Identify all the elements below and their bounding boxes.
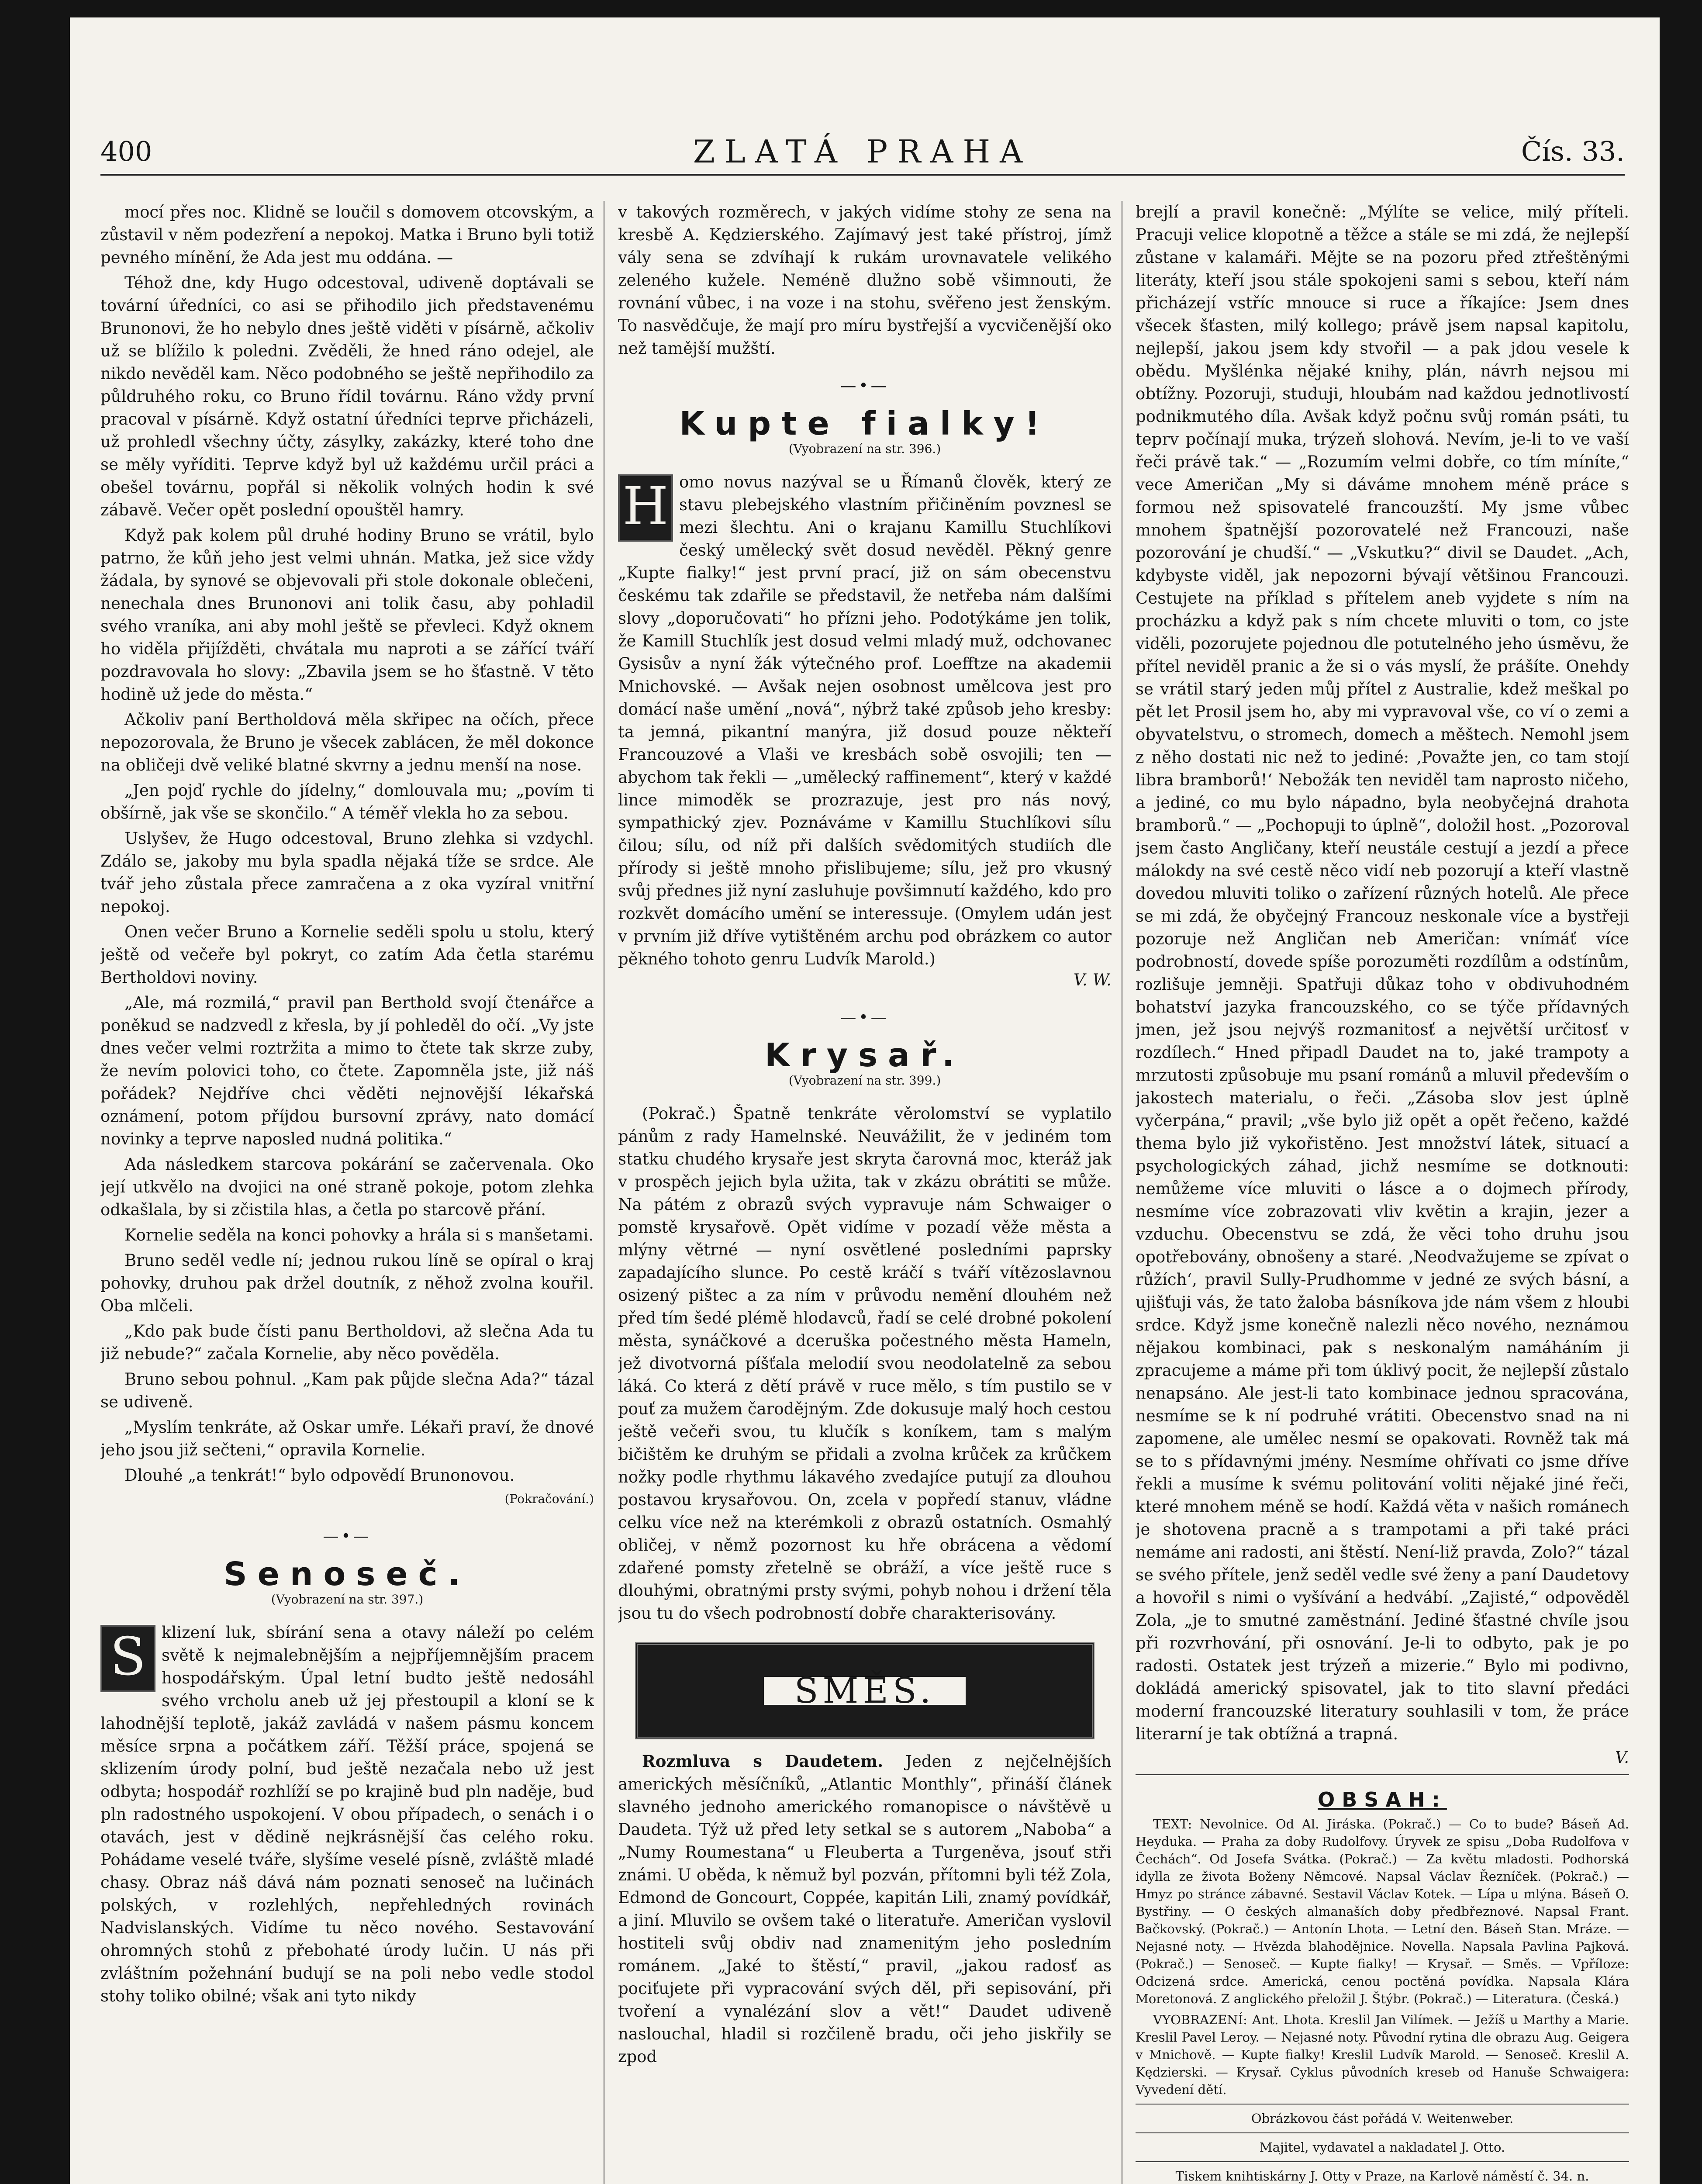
- rozmluva-lead: Rozmluva s Daudetem.: [642, 1752, 884, 1771]
- article-title-krysar: Krysař.: [764, 1037, 965, 1074]
- rozmluva-continued: brejlí a pravil konečně: „Mýlíte se velice, milý příteli. Pracuji velice klopotně a těžce a stále se mi zdá, že nejlepší zůstane v kalamáři. Mějte se na pozoru před ztřeštěnými literáty, kteří jsou stále spokojeni sami s sebou, kteří nám přicházejí vstříc mnouce si ruce a říkajíce: Jsem dnes všecek šťasten, milý kollego; právě jsem napsal kapitolu, nejlepší, jakou jsem kdy stvořil — a pak jdou vesele k obědu. Myšlénka nějaké knihy, plán, návrh nejsou mi obtížny. Pozoruji, studuji, hloubám nad každou jednotlivostí podnikmutého díla. Avšak když počnu svůj román psáti, tu teprv počínají muka, trýzeň slohová. Nevím, je-li to ve vaší řeči právě tak.“ — „Rozumím velmi dobře, co tím míníte,“ vece Američan „My si dáváme mnohem méně práce s formou než spisovatelé francouzští. My jsme vůbec mnohem špatnější pozorovatelé než Francouzi, naše pozorování je chudší.“ — „Vskutku?“ divil se Daudet. „Ach, kdybyste viděl, jak nepozorni bývají většinou Francouzi. Cestujete na příklad s přítelem aneb vyjdete s ním na procházku a když pak s ním chcete mluviti o tom, co jste viděli, pozorujete pojednou dle potutelného jeho úsměvu, že přítel neviděl pranic a že si o vás myslí, že prášíte. Onehdy se vrátil starý jeden můj přítel z Australie, kdež meškal po pět let Prosil jsem ho, aby mi vypravoval vše, co ví o zemi a obyvatelstvu, o stromech, domech a měštech. Nemohl jsem z něho dostati nic než to jediné: ‚Považte jen, co tam stojí libra bramborů!‘ Nebožák ten neviděl tam naprosto ničeho, a jediné, co mu bylo nápadno, byla neobyčejná drahota bramborů.“ — „Pochopuji to úplně“, doložil host. „Pozoroval jsem často Angličany, kteří neustále cestují a jezdí a přece málokdy na své cestě něco vidí neb pozorují a kteří vlastně dovedou mluviti toliko o zařízení různých hotelů. Ale přece se mi zdá, že obyčejný Francouz neskonale více a bystřeji pozoruje než Angličan neb Američan: vnímáť více podrobností, dovede spíše porozuměti rozdílům a odstínům, rozlišuje jemněji. Spatřuji důkaz toho v obdivuhodném bohatství jazyka francouzského, co se týče přídavných jmen, jež jsou nejvýš rozmanitosť a největší určitosť v rozdílech.“ Hned připadl Daudet na to, jaké trampoty a mrzutosti způsobuje mu psaní románů a mluvil především o jakostech materialu, o řeči. „Zásoba slov jest úplně vyčerpána,“ pravil; „vše bylo již opět a opět řečeno, každé thema bylo již vykořistěno. Jest množství látek, situací a psychologických záhad, jichž nesmíme se dotknouti: nemůžeme více mluviti o lásce a o dojmech přírody, nesmíme více zobrazovati vliv květin a krajin, jezer a vzduchu. Obecenstvu se zdá, že věci toho druhu jsou opotřebovány, obnošeny a staré. ‚Neodvažujeme se zpívat o růžích‘, pravil Sully-Prudhomme v jedné ze svých básní, a ujišťuji vás, že tato žaloba básníkova jde nám všem z hloubi srdce. Když jsme konečně nalezli něco nového, neznámou nějakou kombinaci, pak s neskonalým namáháním ji zpracujeme a máme při tom úklivý pocit, že nejlepší zůstalo nenapsáno. Ale jest-li tato kombinace jednou spracována, nesmíme se k ní podruhé vrátiti. Obecenstvo snad na ni zapomene, ale umělec nesmí se opakovati. Rovněž tak má se to s přídavnými jmény. Nesmíme ohřívati co jsme dříve řekli a musíme k svému politování voliti nějaké jiné řeči, které mnohem méně se hodí. Každá věta v našich románech je shotovena pracně a s trampotami a při také práci nemáme ani radosti, ani štěstí. Není-liž pravda, Zolo?“ tázal se svého přítele, jenž seděl vedle své ženy a paní Daudetovy a hovořil s nimi o vyšívání a hedvábí. „Zajisté,“ odpověděl Zola, „je to smutné zaměstnání. Jediné šťastné chvíle jsou při rozvrhování, při osnování. Je-li to odbyto, pak je po radosti. Ostatek jest trýzeň a mizerie.“ Bylo mi podivno, dokládá americký spisovatel, jak to tito slavní předáci moderní francouzské literatury souhlasili v tom, že práce literarní je tak obtížná a trapná.: [1136, 203, 1629, 1743]
- paragraph: „Jen pojď rychle do jídelny,“ domlouvala mu; „povím ti obšírně, jak vše se skončilo.“ A téměř vlekla ho za sebou.: [100, 781, 594, 822]
- paragraph: Kornelie seděla na konci pohovky a hrála si s manšetami.: [124, 1226, 594, 1244]
- paragraph: v takových rozměrech, v jakých vidíme stohy ze sena na kresbě A. Kędzierského. Zajímavý jest také přístroj, jímž vály sena se zdvíhají k rukám urovnavatele velikého zeleného kužele. Neméně dlužno sobě všimnouti, že rovnání vůbec, i na voze i na stohu, svěřeno jest ženským. To nasvědčuje, že mají pro míru bystřejší a vycvičenější oko než tamější mužští.: [618, 203, 1112, 358]
- masthead-title: ZLATÁ PRAHA: [693, 133, 1032, 170]
- editor-line: Obrázkovou část pořádá V. Weitenweber.: [1251, 2111, 1514, 2126]
- drop-cap-initial: H: [618, 474, 673, 542]
- paragraph: Onen večer Bruno a Kornelie seděli spolu u stolu, který ještě od večeře byl pokryt, co zatím Ada četla starému Bertholdovi noviny.: [100, 923, 594, 987]
- paragraph: „Myslím tenkráte, až Oskar umře. Lékaři praví, že dnové jeho jsou již sečteni,“ opravila Kornelie.: [100, 1418, 594, 1459]
- paragraph: Bruno sebou pohnul. „Kam pak půjde slečna Ada?“ tázal se udiveně.: [100, 1370, 594, 1411]
- column-3: [1136, 201, 1629, 2184]
- paragraph: Ada následkem starcova pokárání se začervenala. Oko její utkvělo na dvojici na oné straně pokoje, potom zlehka odkašlala, by si zčistila hlas, a četla po starcově přání.: [100, 1155, 594, 1219]
- table-of-contents: [1136, 1815, 1629, 2184]
- story-nevolnice: [100, 201, 594, 1510]
- paragraph: mocí přes noc. Klidně se loučil s domovem otcovským, a zůstavil v něm podezření a nepokoj. Matka i Bruno byli totiž pevného mínění, že Ada jest mu oddána. —: [100, 203, 594, 267]
- paragraph: Téhož dne, kdy Hugo odcestoval, udiveně doptávali se tovární úředníci, co asi se přihodilo jich představenému Brunonovi, že ho nebylo dnes ještě viděti v písárně, ačkoliv už se blížilo k poledni. Zvěděli, že hned ráno odejel, ale nikdo nevěděl kam. Něco podobného se ještě nepřihodilo za půldruhého roku, co Bruno řídil továrnu. Ráno vždy první pracoval v písárně. Když ostatní úředníci teprve přicházeli, už prohledl všechny účty, zásylky, zakázky, které toho dne se měly vyříditi. Teprve když byl už každému určil práci a obešel továrnu, popřál si několik volných hodin k své zábavě. Večer opět poslední opouštěl hamry.: [100, 273, 594, 519]
- section-ornament: —•—: [840, 1009, 889, 1026]
- section-ornament: —•—: [840, 377, 889, 395]
- article-kupte-fialky: [618, 471, 1112, 992]
- illustration-reference: (Vyobrazení na str. 396.): [788, 442, 941, 456]
- paragraph: „Ale, má rozmilá,“ pravil pan Berthold svojí čtenářce a poněkud se nadzvedl z křesla, by jí pohleděl do očí. „Vy jste dnes večer velmi roztržita a mimo to čtete tak skrze zuby, že nevím polovici toho, co čtete. Zapomněla jste, již náš pořádek? Nejdříve chci věděti nejnovější lékařská oznámení, potom příjdou bursovní zprávy, nato domácí novinky a teprve naposled nudná politika.“: [100, 993, 594, 1148]
- header-rule: [100, 174, 1625, 176]
- smes-title: SMĚS.: [764, 1677, 966, 1705]
- paragraph: Bruno seděl vedle ní; jednou rukou líně se opíral o kraj pohovky, druhou pak držel doutník, z něhož zvolna kouřil. Oba mlčeli.: [100, 1251, 594, 1315]
- publisher-line: Majitel, vydavatel a nakladatel J. Otto.: [1259, 2140, 1505, 2155]
- section-ornament: —•—: [323, 1527, 372, 1545]
- paragraph: Uslyšev, že Hugo odcestoval, Bruno zlehka si vzdychl. Zdálo se, jakoby mu byla spadla nějaká tíže se srdce. Ale tvář jeho zůstala přece zamračena a z oka vyzíral vnitřní nepokoj.: [100, 829, 594, 916]
- rule: [1136, 2132, 1629, 2133]
- column-2: [618, 201, 1112, 2184]
- article-title-kupte-fialky: Kupte fialky!: [679, 405, 1050, 442]
- rozmluva-paragraph: [618, 1750, 1112, 2068]
- continued-note: (Pokračování.): [504, 1492, 594, 1506]
- rule: [1136, 2104, 1629, 2105]
- drop-cap-initial: S: [100, 1625, 155, 1692]
- smes-banner: [635, 1642, 1094, 1739]
- newspaper-page: [70, 17, 1660, 2184]
- toc-text: TEXT: Nevolnice. Od Al. Jiráska. (Pokrač.) — Co to bude? Báseň Ad. Heyduka. — Praha za doby Rudolfovy. Úryvek ze spisu „Doba Rudolfova v Čechách“. Od Josefa Svátka. (Pokrač.) — Za květu mladosti. Podhorská idylla ze života Boženy Němcové. Napsal Václav Řezníček. (Pokrač.) — Hmyz po stránce zábavné. Sestavil Václav Kotek. — Lípa u mlýna. Báseň O. Bystřiny. — O českých almanaších doby předbřeznové. Napsal Frant. Bačkovský. (Pokrač.) — Antonín Lhota. — Letní den. Báseň Stan. Mráze. — Nejasné noty. — Hvězda blahodějnice. Novella. Napsala Pavlina Pajková. (Pokrač.) — Senoseč. — Kupte fialky! — Krysař. — Směs. — Vpříloze: Odcizená srdce. Americká, cenou poctěná povídka. Napsala Klára Moretonová. Z anglického přeložil J. Štýbr. (Pokrač.) — Literatura. (Česká.): [1136, 1817, 1629, 2006]
- paragraph: Když pak kolem půl druhé hodiny Bruno se vrátil, bylo patrno, že kůň jeho jest velmi uhnán. Matka, jež sice vždy žádala, by synové se objevovali při stole dokonale oblečeni, nenechala dnes Brunonovi ani tolik času, aby pohladil svého vraníka, ani aby mohl ještě se převleci. Když oknem ho viděla přijížděti, chvátala mu naproti a se zářící tváří pozdravovala ho slovy: „Zbavila jsem se ho šťastně. V těto hodině už jede do města.“: [100, 526, 594, 704]
- paragraph: „Kdo pak bude čísti panu Bertholdovi, až slečna Ada tu již nebude?“ začala Kornelie, aby něco pověděla.: [100, 1322, 594, 1363]
- article-body: klizení luk, sbírání sena a otavy náleží po celém světě k nejmalebnějším a nejpříjemnějším pracem hospodářským. Úpal letní budto ještě nedosáhl svého vrcholu aneb už jej přestoupil a kloní se k lahodnější teplotě, jakáž zavládá v našem pásmu koncem měsíce srpna a počátkem září. Těžší práce, spojená se sklizením úrody polní, bud ještě nezačala nebo už jest odbyta; hospodář rozhlíží se po krajině bud pln naděje, bud pln radostného uspokojení. V obou případech, o senách i o otavách, jest v dědině nejkrásnější čas celého roku. Pohádame veselé tváře, slyšíme veselé písně, zvláště mladé chasy. Obraz náš dává nám poznati senoseč na lučinách polských, v rozlehlých, nepřehledných rovinách Nadvislanských. Vidíme tu něco nového. Sestavování ohromných stohů z přebohaté úrody lučin. U nás při zvláštním požehnání budují se na poli nebo vedle stodol stohy toliko obilné; však ani tyto nikdy: [100, 1623, 594, 2005]
- page-header: [100, 127, 1625, 179]
- paragraph: Ačkoliv paní Bertholdová měla skřipec na očích, přece nepozorovala, že Bruno je všecek zablácen, že měl dokonce na obličeji dvě veliké blatné skvrny a jednu menší na nose.: [100, 710, 594, 774]
- toc-illustrations: VYOBRAZENÍ: Ant. Lhota. Kreslil Jan Vilímek. — Ježíš u Marthy a Marie. Kreslil Pavel Leroy. — Nejasné noty. Původní rytina dle obrazu Aug. Geigera v Mnichově. — Kupte fialky! Kreslil Ludvík Marold. — Senoseč. Kreslil A. Kędzierski. — Krysař. Cyklus původních kreseb od Hanuše Schwaigera: Vyvedení dětí.: [1136, 2012, 1629, 2097]
- article-body: (Pokrač.) Špatně tenkráte věrolomství se vyplatilo pánům z rady Hamelnské. Neuvážilit, že v jediném tom statku chudého krysaře jest skryta čarovná moc, kteráž jak v prospěch jejich byla užita, tak v zkázu obrátiti se může. Na pátém z obrazů svých vypravuje nám Schwaiger o pomstě krysařově. Opět vidíme v pozadí věže města a mlýny větrné — nyní osvětlené posledními paprsky zapadajícího slunce. Po cestě kráčí s tváří vítězoslavnou osizený pištec a za ním v průvodu nemění dlouhém než před tím šedé plémě hlodavců, řadí se celé drobné pokolení města, synáčkové a dceruška počestného města Hameln, jež divotvorná píšťala melodií svou neodolatelně za sebou láká. Co která z dětí právě v ruce mělo, s tím pustilo se v pouť za mužem čarodějným. Zde dokusuje malý hoch cestou ještě večeři svou, tu klučík s koníkem, tam s malým bičištěm ke druhým se přidali a zvolna krůček za krůčkem nožky podle rhythmu lákavého zvedajíce putují za dlouhou postavou krysařovou. On, zcela v popředí stanuv, vládne celku více než na kterémkoli z obrazů ostatních. Osmahlý obličej, v němž pozornost ku hře obrácena a vědomí zdařené pomsty zřetelně se obráží, a více ještě ruce s dlouhými, obratnými prsty svými, pohyb nohou i držení těla jsou tu do všech podrobností dobře charakterisovány.: [618, 1104, 1112, 1623]
- article-senosec: [100, 1621, 594, 2008]
- rule: [1136, 1774, 1629, 1775]
- illustration-reference: (Vyobrazení na str. 399.): [788, 1073, 941, 1088]
- issue-number: Čís. 33.: [1521, 135, 1625, 167]
- illustration-reference: (Vyobrazení na str. 397.): [271, 1592, 424, 1607]
- author-signature: V.: [1615, 1748, 1629, 1767]
- column-1: [100, 201, 594, 2184]
- printer-line: Tiskem knihtiskárny J. Otty v Praze, na Karlově náměstí č. 34. n.: [1175, 2169, 1589, 2184]
- author-signature: V. W.: [1073, 971, 1112, 989]
- obsah-heading: OBSAH:: [1318, 1788, 1447, 1811]
- article-title-senosec: Senoseč.: [224, 1555, 471, 1593]
- article-body: omo novus nazýval se u Římanů člověk, který ze stavu plebejského vlastním přičiněním povznesl se mezi šlechtu. Ani o krajanu Kamillu Stuchlíkovi český umělecký svět dosud nevěděl. Pěkný genre „Kupte fialky!“ jest první prací, již on sám obecenstvu českému tak zdařile se představil, že netřeba nám dalšími slovy „doporučovati“ ho přízni jeho. Podotýkáme jen tolik, že Kamill Stuchlík jest dosud velmi mladý muž, odchovanec Gysisův a nyní žák výtečného prof. Loefftze na akademii Mnichovské. — Avšak nejen osobnost umělcova jest pro domácí naše umění „nová“, nýbrž také způsob jeho kresby: ta jemná, pikantní manýra, již dosud pouze někteří Francouzové a Vlaši ve kresbách sobě osvojili; ten — abychom tak řekli — „umělecký raffinement“, který v každé lince mimoděk se prozrazuje, jest pro nás nový, sympathický zjev. Poznáváme v Kamillu Stuchlíkovi sílu čilou; sílu, od níž při dalších svědomitých studiích dle přírody si ještě mnoho přislibujeme; sílu, jež pro vkusný svůj přednes již nyní zasluhuje povšimnutí každého, kdo pro rozkvět domácího umění se interessuje. (Omylem udán jest v prvním již dříve vytištěném archu pod obrázkem co autor pěkného tohoto genru Ludvík Marold.): [618, 473, 1112, 968]
- article-body: Jeden z nejčelnějších amerických měsíčníků, „Atlantic Monthly“, přináší článek slavného jednoho amerického romanopisce o návštěvě u Daudeta. Týž už před lety setkal se s autorem „Naboba“ a „Numy Roumestana“ u Fleuberta a Turgeněva, jsouť stři známi. U oběda, k němuž byl pozván, přítomni byli též Zola, Edmond de Goncourt, Coppée, kapitán Lili, znamý povídkář, a jiní. Mluvilo se ovšem také o literatuře. Američan vyslovil hostiteli svůj obdiv nad znamenitým jeho posledním románem. „Jaké to štěstí,“ pravil, „jakou radosť as pociťujete při vypracování svých děl, při sepisování, při tvoření a vynalézání slov a vět!“ Daudet udiveně naslouchal, hladil si rozčileně bradu, oči jeho jiskřily se zpod: [618, 1752, 1112, 2066]
- paragraph: Dlouhé „a tenkrát!“ bylo odpovědí Brunonovou.: [124, 1466, 515, 1485]
- page-number: 400: [100, 135, 152, 167]
- rule: [1136, 2161, 1629, 2162]
